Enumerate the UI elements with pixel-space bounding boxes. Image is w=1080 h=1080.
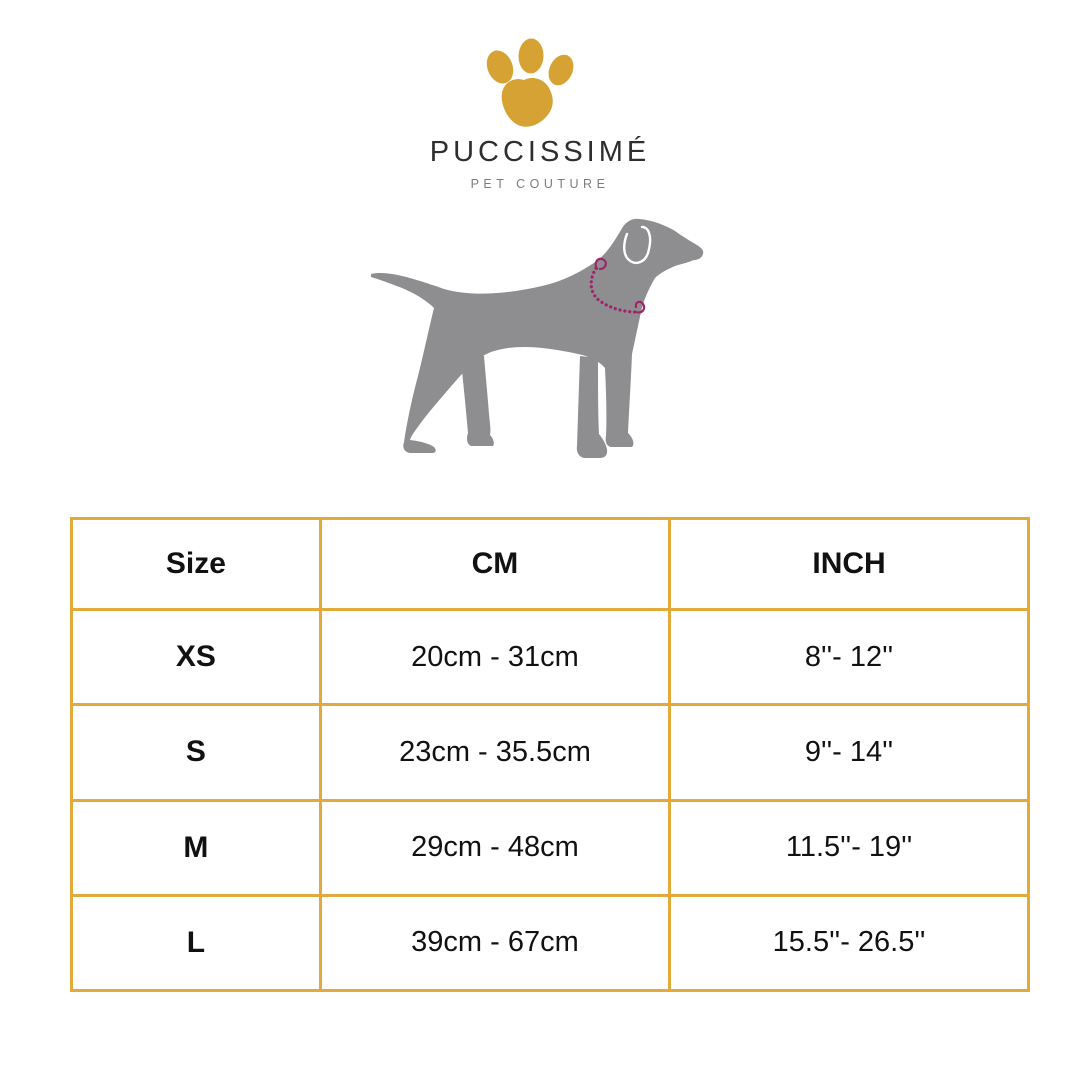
size-value: L xyxy=(72,895,321,990)
cm-range: 23cm - 35.5cm xyxy=(320,705,669,800)
col-header-cm: CM xyxy=(320,519,669,610)
paw-icon xyxy=(484,37,596,133)
size-value: M xyxy=(72,800,321,895)
table-row-m xyxy=(72,800,1029,895)
dog-body xyxy=(371,219,703,453)
header-row xyxy=(72,519,1029,610)
col-header-inch: INCH xyxy=(670,519,1029,610)
brand-tagline: PET COUTURE xyxy=(470,177,610,191)
size-value: XS xyxy=(72,610,321,705)
dog-illustration xyxy=(360,200,720,465)
table-row-s xyxy=(72,705,1029,800)
inch-range: 15.5''- 26.5'' xyxy=(670,895,1029,990)
col-header-size: Size xyxy=(72,519,321,610)
inch-range: 11.5''- 19'' xyxy=(670,800,1029,895)
inch-range: 8''- 12'' xyxy=(670,610,1029,705)
inch-range: 9''- 14'' xyxy=(670,705,1029,800)
cm-range: 20cm - 31cm xyxy=(320,610,669,705)
size-chart-table xyxy=(70,517,1030,992)
cm-range: 29cm - 48cm xyxy=(320,800,669,895)
paw-shapes xyxy=(484,38,578,127)
cm-range: 39cm - 67cm xyxy=(320,895,669,990)
dog-far-front-leg xyxy=(577,356,607,458)
table-row-xs xyxy=(72,610,1029,705)
size-value: S xyxy=(72,705,321,800)
table-row-l xyxy=(72,895,1029,990)
brand-name: PUCCISSIMÉ xyxy=(429,136,651,168)
dog-silhouette xyxy=(371,219,703,458)
